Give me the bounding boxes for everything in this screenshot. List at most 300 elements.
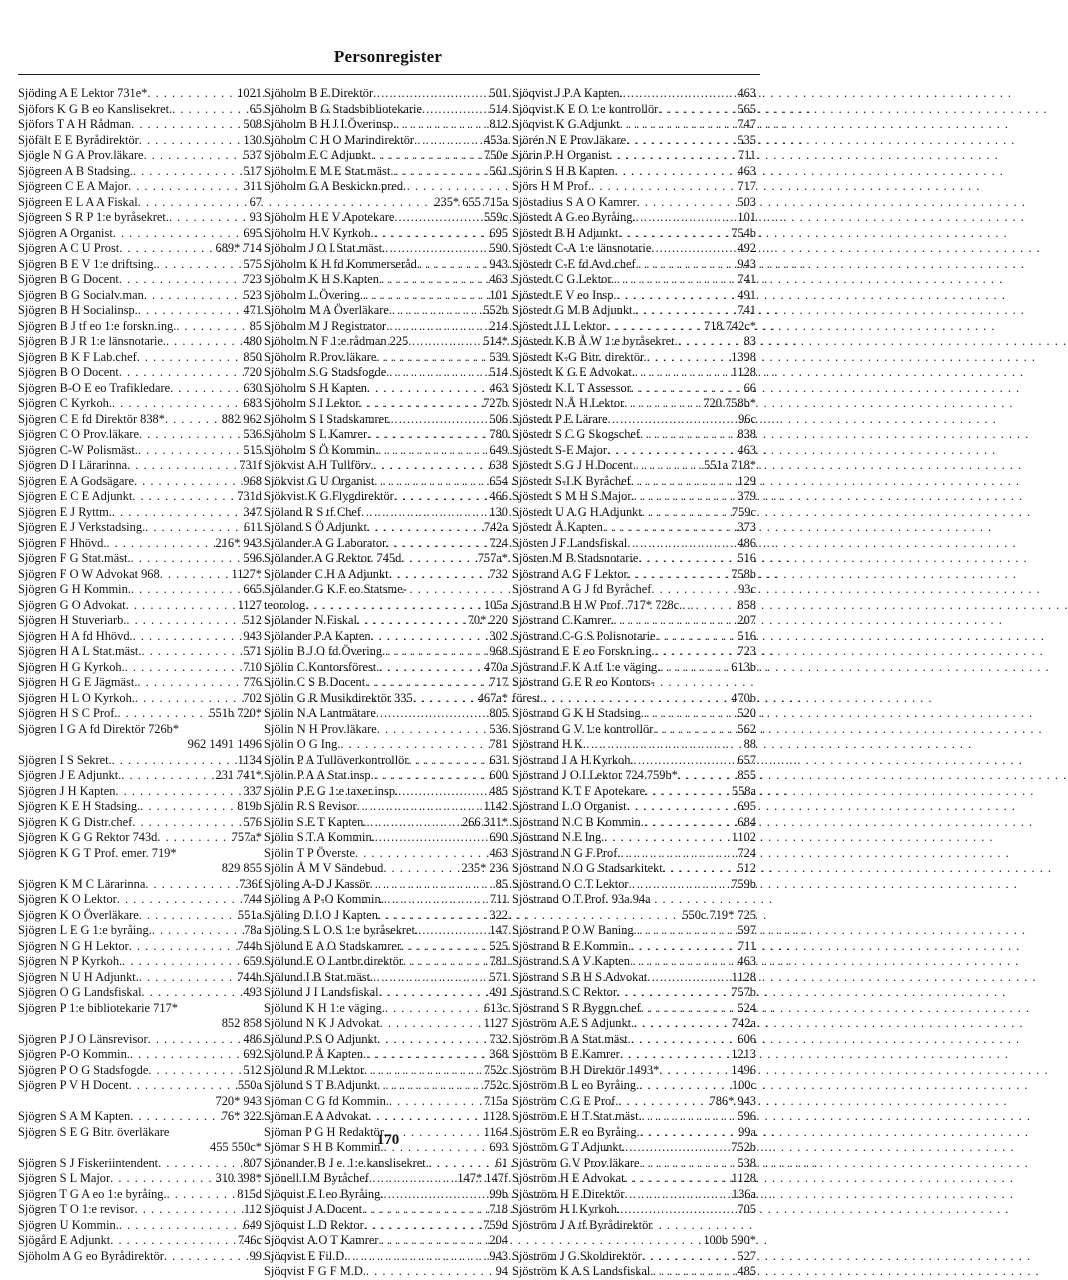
dot-leader — [417, 257, 488, 273]
entry-page-ref: 715a — [483, 1093, 508, 1108]
dot-leader — [615, 164, 736, 180]
entry-name: Sjöström B E Kamrer — [512, 1047, 620, 1061]
register-entry — [18, 1171, 262, 1187]
entry-name: Sjöqvist E Fil.D. — [264, 1248, 348, 1263]
entry-name: Sjöstedt G M B Adjunkt. — [512, 303, 636, 317]
dot-leader — [378, 443, 487, 459]
entry-page-ref: 506 — [489, 411, 508, 426]
entry-name: Sjörin S H B Kapten — [512, 163, 615, 178]
register-entry — [18, 381, 262, 397]
dot-leader — [148, 1032, 242, 1048]
register-entry — [264, 629, 508, 645]
entry-page-ref: 501 — [489, 86, 508, 100]
register-entry — [512, 1171, 756, 1187]
register-entry — [264, 86, 508, 102]
entry-name: Sjöland S Ö Adjunkt — [264, 520, 367, 534]
dot-leader — [132, 489, 235, 505]
dot-leader — [650, 1264, 735, 1280]
entry-page-ref: 720 — [243, 365, 262, 379]
entry-page-ref: 1127 — [237, 597, 262, 612]
dot-leader — [403, 954, 487, 970]
entry-page-ref: 1127 — [483, 1016, 508, 1030]
entry-name: Sjöström E H T Stat.mäst. — [512, 1109, 642, 1123]
dot-leader — [377, 722, 488, 738]
entry-page-ref: 486 — [737, 535, 756, 550]
register-entry — [18, 1016, 262, 1032]
entry-name: Sjöström G T Adjunkt. — [512, 1140, 626, 1154]
entry-name: Sjöholm S G Stadsfogde — [264, 365, 387, 379]
entry-name: Sjögren F O W Advokat 968 — [18, 566, 160, 581]
entry-name: Sjöholm J O I Stat.mäst. — [264, 241, 386, 255]
register-entry — [512, 1187, 756, 1203]
entry-page-ref: 611 — [243, 520, 262, 534]
entry-name: Sjölund N K J Advokat — [264, 1016, 380, 1030]
entry-page-ref: 559c — [483, 210, 508, 224]
dot-leader — [127, 458, 237, 474]
entry-page-ref: 524 — [737, 1000, 756, 1015]
dot-leader — [130, 1047, 242, 1063]
register-entry — [18, 1218, 262, 1234]
register-entry — [18, 226, 262, 242]
dot-leader — [604, 830, 729, 846]
entry-name: Sjöholm E M E Stat.mäst. — [264, 163, 394, 178]
dot-leader — [627, 799, 736, 815]
register-entry — [264, 303, 508, 319]
dot-leader — [651, 582, 736, 598]
register-entry — [18, 644, 262, 660]
entry-name: Sjökvist K G Flygdirektör — [264, 489, 394, 503]
dot-leader — [359, 396, 481, 412]
dot-leader — [371, 148, 482, 164]
dot-leader — [633, 458, 702, 474]
register-entry — [264, 1047, 508, 1063]
dot-leader — [139, 908, 236, 924]
entry-name: Sjögren B-O E eo Trafikledare — [18, 380, 171, 395]
entry-page-ref: 130 — [489, 504, 508, 519]
register-entry — [512, 613, 756, 629]
register-entry — [18, 799, 262, 815]
register-entry — [18, 737, 262, 753]
dot-leader — [373, 86, 487, 102]
register-column-1 — [18, 86, 262, 1264]
entry-name: Sjöholm M A Överläkare — [264, 303, 389, 317]
register-entry — [264, 1109, 508, 1125]
entry-name: Sjöstedt Å Kapten — [512, 520, 603, 534]
entry-page-ref: 968 — [489, 644, 508, 658]
entry-name: Sjöqvist F G F M.D. — [264, 1264, 366, 1278]
dot-leader — [625, 1187, 730, 1203]
dot-leader — [401, 939, 487, 955]
dot-leader — [376, 350, 487, 366]
register-entry — [18, 520, 262, 536]
entry-page-ref: 943 — [737, 256, 756, 271]
entry-name: Sjögren K O Lektor — [18, 892, 117, 906]
entry-page-ref: 550c 719* 725 — [682, 907, 756, 922]
entry-name: Sjösten M B Stadsnotarie — [512, 551, 639, 565]
register-entry — [264, 474, 508, 490]
entry-page-ref: 310 398* — [215, 1171, 262, 1185]
dot-leader — [160, 567, 230, 583]
entry-page-ref: 717 — [489, 675, 508, 689]
register-entry — [512, 520, 756, 536]
register-entry — [512, 567, 756, 583]
entry-name: Sjöling D I O J Kapten — [264, 907, 378, 922]
register-entry — [264, 706, 508, 722]
entry-page-ref: 727b — [483, 396, 508, 410]
entry-page-ref: 470b — [731, 690, 756, 705]
entry-page-ref: 512 — [737, 861, 756, 875]
entry-name: Sjögren L E G 1:e byråing. — [18, 923, 152, 937]
entry-name: Sjöholm E C Adjunkt — [264, 148, 372, 162]
dot-leader — [618, 226, 729, 242]
dot-leader — [119, 365, 242, 381]
dot-leader — [340, 737, 487, 753]
register-entry — [512, 691, 756, 707]
entry-page-ref: 85 — [495, 876, 508, 891]
entry-name: Sjögren D I Lärarinna — [18, 458, 128, 472]
register-entry — [512, 551, 756, 567]
entry-name: Sjöstrand H K — [512, 737, 583, 751]
register-entry — [264, 861, 508, 877]
dot-leader — [138, 303, 242, 319]
entry-page-ref: 463 — [489, 380, 508, 395]
entry-name: Sjöling S L O S 1:e byråsekret. — [264, 923, 419, 937]
register-entry — [18, 1047, 262, 1063]
entry-page-ref: 551a — [237, 907, 262, 922]
entry-name: Sjöstrand G K H Stadsing. — [512, 706, 644, 720]
register-entry — [512, 1218, 756, 1234]
dot-leader — [634, 489, 736, 505]
entry-page-ref: 683 — [243, 396, 262, 410]
entry-page-ref: 829 855 — [221, 861, 262, 875]
dot-leader — [389, 303, 481, 319]
entry-page-ref: 718 742c* — [704, 318, 756, 333]
entry-page-ref: 485 — [489, 783, 508, 798]
entry-page-ref: 757b — [731, 985, 756, 999]
entry-name: Sjöstadius S A O Kamrer — [512, 194, 637, 209]
entry-page-ref: 750e — [483, 148, 508, 162]
entry-page-ref: 807 — [243, 1155, 262, 1170]
dot-leader — [679, 598, 735, 614]
entry-page-ref: 759b — [731, 876, 756, 891]
entry-page-ref: 486 — [243, 1031, 262, 1046]
register-entry — [264, 1078, 508, 1094]
entry-page-ref: 517 — [243, 163, 262, 178]
dot-leader — [125, 660, 242, 676]
entry-name: Sjöstrand A G F Lektor — [512, 566, 628, 581]
register-entry — [264, 179, 508, 195]
dot-leader — [629, 877, 730, 893]
register-entry — [264, 830, 508, 846]
entry-page-ref: 96c — [738, 411, 756, 426]
entry-page-ref: 757a* — [477, 551, 508, 565]
entry-name: Sjölin B J O fd Övering. — [264, 644, 386, 658]
register-entry — [512, 985, 756, 1001]
register-column-3 — [512, 86, 756, 1280]
entry-name: Sjögren B H Socialinsp. — [18, 303, 138, 317]
register-entry — [264, 257, 508, 273]
register-entry — [512, 660, 756, 676]
dot-leader — [129, 939, 235, 955]
entry-page-ref: 1102 — [731, 830, 756, 844]
entry-name: Sjögren K O Överläkare — [18, 907, 139, 922]
dot-leader — [137, 675, 241, 691]
entry-name: Sjöstrand R E Kommin. — [512, 938, 632, 953]
dot-leader — [366, 1047, 487, 1063]
register-entry — [264, 443, 508, 459]
register-entry — [18, 350, 262, 366]
entry-page-ref: 571 — [243, 644, 262, 658]
entry-name: Sjöfors K G B eo Kanslisekret. — [18, 101, 173, 116]
dot-leader — [385, 1001, 482, 1017]
register-entry — [264, 644, 508, 660]
entry-name: Sjönell I M Byråchef — [264, 1171, 369, 1185]
entry-page-ref: 463 — [737, 954, 756, 968]
entry-name: Sjögren B J tf eo 1:e forskn.ing. — [18, 318, 177, 333]
entry-page-ref: 99 — [249, 1248, 262, 1263]
dot-leader — [369, 1171, 455, 1187]
register-entry — [264, 908, 508, 924]
entry-name: Sjörin P H Organist — [512, 148, 610, 162]
dot-leader — [152, 923, 242, 939]
register-entry — [264, 1202, 508, 1218]
dot-leader — [638, 551, 735, 567]
register-entry — [264, 846, 508, 862]
register-entry — [264, 815, 508, 831]
register-entry — [264, 458, 508, 474]
entry-name: Sjöman E A Advokat — [264, 1109, 369, 1123]
entry-page-ref: 631 — [489, 752, 508, 767]
register-entry — [18, 505, 262, 521]
entry-name: Sjöman C G fd Kommin. — [264, 1093, 389, 1108]
dot-leader — [112, 505, 242, 521]
entry-name: Sjöholm N F 1:e rådman 225 — [264, 334, 409, 348]
register-entry — [512, 1233, 756, 1249]
entry-name: Sjöfält E E Byrådirektör — [18, 132, 139, 147]
entry-page-ref: 571 — [489, 969, 508, 984]
entry-name: Sjölund E O Lantbr.direktör — [264, 954, 404, 968]
entry-name: Sjögren K G T Prof. emer. 719* — [18, 845, 177, 860]
entry-name: Sjölander P A Kapten — [264, 628, 371, 643]
entry-name: Sjöstedt S G J H Docent — [512, 458, 633, 472]
entry-page-ref: 130 — [243, 132, 262, 147]
dot-leader — [389, 1094, 482, 1110]
entry-page-ref: 759c — [731, 504, 756, 519]
dot-leader — [375, 830, 488, 846]
register-entry — [18, 334, 262, 350]
entry-page-ref: 235* 236 — [461, 861, 508, 875]
dot-leader — [366, 1264, 494, 1280]
register-entry — [18, 365, 262, 381]
dot-leader — [115, 784, 241, 800]
entry-page-ref: 99a — [738, 1124, 756, 1139]
entry-name: Sjöstrand S A V Kapten — [512, 954, 630, 968]
entry-page-ref: 83 — [743, 334, 756, 348]
register-entry — [512, 644, 756, 660]
entry-name: Sjöström C G E Prof. — [512, 1093, 619, 1108]
entry-page-ref: 100b 590* — [703, 1233, 756, 1247]
entry-name: Sjöstrand L O Organist — [512, 799, 627, 813]
dot-leader — [394, 489, 488, 505]
dot-leader — [112, 753, 236, 769]
dot-leader — [135, 1202, 242, 1218]
register-entry — [264, 536, 508, 552]
dot-leader — [653, 722, 735, 738]
register-entry — [18, 768, 262, 784]
entry-page-ref: 590 — [489, 241, 508, 255]
dot-leader — [119, 241, 213, 257]
entry-name: Sjögren B G Socialv.man — [18, 287, 144, 302]
entry-page-ref: 453a — [483, 132, 508, 147]
entry-page-ref: 943 — [489, 1248, 508, 1263]
entry-name: Sjöholm B H J I Överinsp. — [264, 117, 397, 131]
entry-name: Sjögreen A B Stadsing. — [18, 163, 133, 178]
register-entry — [264, 1094, 508, 1110]
entry-page-ref: 596 — [243, 551, 262, 565]
dot-leader — [133, 629, 242, 645]
register-entry — [264, 1171, 508, 1187]
dot-leader — [379, 272, 487, 288]
entry-name: Sjöström J A tf Byrådirektör — [512, 1217, 653, 1232]
entry-page-ref: 520 — [737, 706, 756, 720]
entry-name: Sjöholm S I Stadskamrer. — [264, 411, 391, 426]
register-entry — [512, 210, 756, 226]
entry-name: Sjöstrand J A H Kyrkoh. — [512, 752, 634, 767]
dot-leader — [121, 768, 213, 784]
dot-leader — [141, 644, 241, 660]
entry-page-ref: 514* — [483, 334, 508, 348]
dot-leader — [366, 815, 460, 831]
dot-leader — [131, 582, 242, 598]
entry-name: Sjölund E A O Stadskamrer — [264, 938, 401, 953]
entry-page-ref: 101 — [489, 287, 508, 302]
entry-page-ref: 491 — [489, 985, 508, 999]
entry-name: Sjögren K G G Rektor 743d — [18, 830, 158, 844]
dot-leader — [132, 815, 241, 831]
register-entry — [18, 892, 262, 908]
entry-page-ref: 723 — [243, 272, 262, 286]
dot-leader — [145, 877, 237, 893]
register-entry — [264, 613, 508, 629]
register-entry — [264, 1016, 508, 1032]
entry-name: Sjölander N Fiskal — [264, 613, 357, 627]
entry-name: Sjölund K H 1:e väging. — [264, 1000, 385, 1015]
entry-name: Sjöholm K H S Kapten — [264, 272, 379, 286]
register-entry — [512, 179, 756, 195]
register-entry — [264, 412, 508, 428]
register-entry — [512, 1094, 756, 1110]
register-entry — [264, 334, 508, 350]
entry-page-ref: 744 — [243, 892, 262, 906]
entry-page-ref: 147 — [489, 923, 508, 937]
register-entry — [264, 226, 508, 242]
entry-name: Sjölin R S Revisor — [264, 799, 357, 813]
entry-page-ref: 463 — [737, 442, 756, 457]
dot-leader — [113, 226, 242, 242]
entry-name: Sjögren H A fd Hhövd. — [18, 628, 133, 643]
dot-leader — [148, 1063, 241, 1079]
register-entry — [18, 985, 262, 1001]
entry-page-ref: 105a — [483, 597, 508, 612]
register-entry — [264, 1032, 508, 1048]
dot-leader — [636, 257, 736, 273]
entry-page-ref: 491 — [737, 287, 756, 302]
entry-name: Sjögren H Stuveriarb. — [18, 613, 127, 627]
dot-leader — [658, 102, 735, 118]
entry-name: Sjölin G R Musikdirektör 335 — [264, 690, 413, 705]
register-entry — [264, 133, 508, 149]
entry-name: Sjölund P S O Adjunkt — [264, 1031, 378, 1046]
entry-name: Sjöstedt S-I K Byråchef — [512, 473, 631, 488]
entry-page-ref: 850 — [243, 349, 262, 364]
dot-leader — [591, 179, 735, 195]
dot-leader — [620, 1047, 730, 1063]
register-entry — [512, 443, 756, 459]
dot-leader — [122, 954, 241, 970]
entry-page-ref: 744b — [237, 938, 262, 953]
entry-page-ref: 754b — [731, 225, 756, 240]
entry-page-ref: 711 — [737, 938, 756, 953]
dot-leader — [370, 877, 494, 893]
entry-name: Sjöquist J A Docent — [264, 1202, 363, 1216]
dot-leader — [620, 846, 735, 862]
entry-page-ref: 731d — [237, 489, 262, 503]
dot-leader — [413, 691, 476, 707]
entry-page-ref: 535 — [737, 132, 756, 147]
entry-name: Sjöstrand K T F Apotekare — [512, 783, 646, 798]
entry-name: Sjögren J H Kapten — [18, 783, 116, 798]
dot-leader — [106, 536, 213, 552]
entry-name: Sjöstrand O C T Lektor — [512, 876, 629, 891]
entry-page-ref: 781 — [489, 737, 508, 751]
page-title: Personregister — [333, 47, 443, 66]
register-entry — [264, 350, 508, 366]
register-entry — [18, 1063, 262, 1079]
entry-name: Sjölin T P Överste — [264, 845, 355, 860]
entry-page-ref: 882 962 — [221, 411, 262, 426]
dot-leader — [617, 288, 736, 304]
entry-name: Sjölin S E T Kapten. — [264, 814, 367, 829]
entry-name: Sjölin C Kontorsförest. — [264, 659, 380, 674]
register-entry — [18, 846, 262, 862]
dot-leader — [362, 1202, 487, 1218]
register-entry — [512, 598, 756, 614]
dot-leader — [119, 272, 242, 288]
entry-name: Sjöstedt K-G Bitr. direktör. — [512, 349, 647, 364]
register-entry — [264, 660, 508, 676]
entry-name: Sjöstrand N E Ing. — [512, 830, 605, 844]
entry-page-ref: 514 — [489, 365, 508, 379]
entry-name: Sjöstrand G V 1:e kontrollör — [512, 721, 654, 736]
register-entry — [18, 660, 262, 676]
entry-name: förest. — [512, 690, 544, 705]
entry-page-ref: 373 — [737, 520, 756, 534]
entry-page-ref: 485 — [737, 1264, 756, 1278]
dot-leader — [139, 970, 235, 986]
register-entry — [512, 350, 756, 366]
register-entry — [264, 1233, 508, 1249]
dot-leader — [128, 179, 242, 195]
dot-leader — [678, 334, 742, 350]
dot-leader — [626, 133, 735, 149]
entry-name: Sjöholm S L Kamrer — [264, 427, 368, 441]
entry-name: Sjöstrand E E eo Forskn.ing. — [512, 644, 655, 658]
dot-leader — [361, 505, 487, 521]
dot-leader — [386, 536, 487, 552]
entry-page-ref: 379 — [737, 489, 756, 503]
entry-name: Sjögren O G Landsfiskal — [18, 985, 142, 999]
entry-page-ref: 514 — [489, 101, 508, 116]
